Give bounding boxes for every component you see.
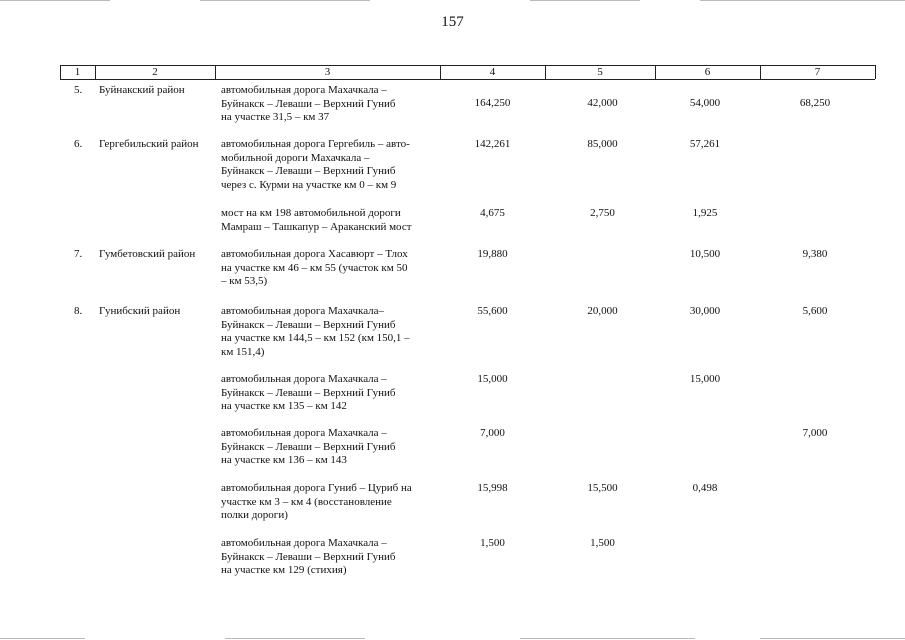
value-col6: 54,000 (689, 97, 721, 109)
scan-edge (760, 638, 905, 639)
value-col4: 142,261 (474, 138, 511, 150)
column-header: 4 (489, 66, 496, 78)
value-col7: 68,250 (799, 97, 831, 109)
value-col7: 7,000 (802, 427, 828, 439)
column-header: 1 (74, 66, 81, 78)
value-col6: 30,000 (689, 305, 721, 317)
row-number: 7. (74, 248, 83, 260)
value-col5: 42,000 (587, 97, 618, 109)
row-number: 8. (74, 305, 83, 317)
value-col4: 7,000 (480, 427, 505, 439)
road-description: автомобильная дорога Махачкала– Буйнакск – Леваши – Верхний Гуниб на участке км 144,5 – км 152 (км 150,1 – км 151,4) (221, 305, 410, 358)
scan-edge (530, 0, 640, 1)
road-description: автомобильная дорога Хасавюрт – Тлох на участке км 46 – км 55 (участок км 50 – км 53,5) (221, 248, 408, 287)
value-col4: 19,880 (477, 248, 508, 260)
column-header: 7 (814, 66, 821, 78)
value-col7: 5,600 (802, 305, 828, 317)
road-description: мост на км 198 автомобильной дороги Мамраш – Ташкапур – Араканский мост (221, 207, 412, 233)
district-name: Буйнакский район (99, 84, 185, 96)
scan-edge (700, 0, 905, 1)
value-col6: 0,498 (692, 482, 718, 494)
column-header: 2 (152, 66, 158, 78)
table-header-bottom-border (60, 79, 875, 80)
value-col5: 2,750 (590, 207, 615, 219)
value-col4: 55,600 (477, 305, 508, 317)
row-number: 6. (74, 138, 83, 150)
row-number: 5. (74, 84, 83, 96)
district-name: Гергебильский район (99, 138, 199, 150)
value-col5: 1,500 (590, 537, 615, 549)
scan-edge (225, 638, 365, 639)
road-description: автомобильная дорога Махачкала – Буйнакск – Леваши – Верхний Гуниб на участке км 135 – км 142 (221, 373, 396, 412)
value-col6: 57,261 (689, 138, 721, 150)
road-description: автомобильная дорога Махачкала – Буйнакск – Леваши – Верхний Гуниб на участке 31,5 – км 37 (221, 84, 396, 123)
column-header: 3 (324, 66, 331, 78)
column-header: 6 (704, 66, 711, 78)
value-col6: 1,925 (692, 207, 718, 219)
value-col4: 4,675 (480, 207, 505, 219)
value-col5: 20,000 (587, 305, 618, 317)
scan-edge (0, 638, 85, 639)
value-col5: 15,500 (587, 482, 618, 494)
value-col6: 10,500 (689, 248, 721, 260)
district-name: Гумбетовский район (99, 248, 196, 260)
page-number: 157 (441, 14, 464, 30)
value-col4: 15,998 (477, 482, 508, 494)
value-col6: 15,000 (689, 373, 721, 385)
road-description: автомобильная дорога Гуниб – Цуриб на участке км 3 – км 4 (восстановление полки дороги) (221, 482, 412, 521)
road-description: автомобильная дорога Махачкала – Буйнакск – Леваши – Верхний Гуниб на участке км 129 (стихия) (221, 537, 396, 576)
road-description: автомобильная дорога Гергебиль – авто- мобильной дороги Махачкала – Буйнакск – Леваши – Верхний Гуниб через с. Курми на участке км 0 – км 9 (221, 138, 410, 191)
column-header: 5 (597, 66, 603, 78)
value-col4: 15,000 (477, 373, 508, 385)
value-col5: 85,000 (587, 138, 618, 150)
value-col4: 1,500 (480, 537, 505, 549)
value-col4: 164,250 (474, 97, 511, 109)
value-col7: 9,380 (802, 248, 828, 260)
district-name: Гунибский район (99, 305, 181, 317)
scan-edge (520, 638, 695, 639)
road-description: автомобильная дорога Махачкала – Буйнакск – Леваши – Верхний Гуниб на участке км 136 – км 143 (221, 427, 396, 466)
scan-edge (200, 0, 370, 1)
column-divider (875, 65, 876, 79)
scan-edge (0, 0, 110, 1)
